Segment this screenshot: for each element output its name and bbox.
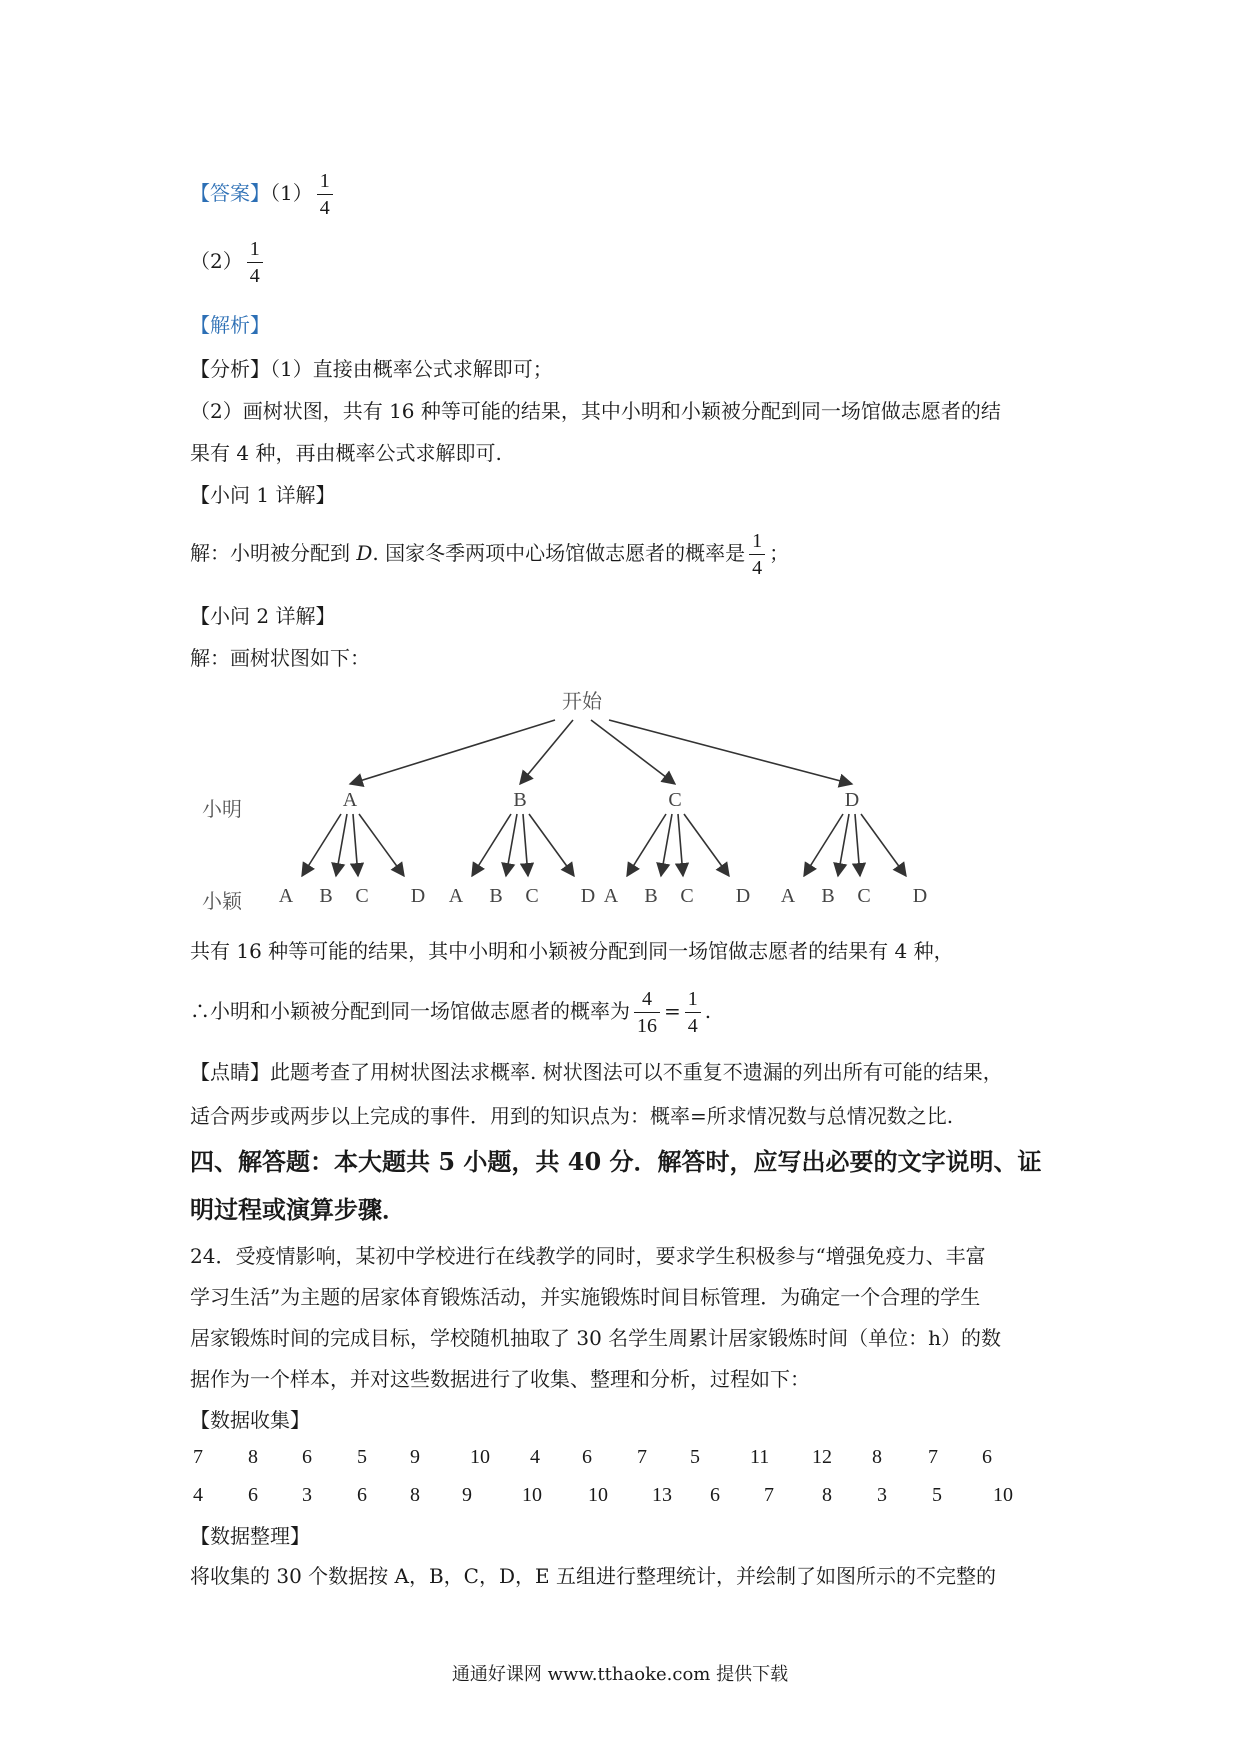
analysis-text-1: （1）直接由概率公式求解即可；	[270, 357, 553, 381]
tree-level2-node: B	[489, 885, 503, 907]
data-value: 9	[410, 1446, 420, 1468]
data-value: 10	[470, 1446, 490, 1468]
tree-level1-node: B	[513, 789, 527, 811]
tree-level2-node: B	[319, 885, 333, 907]
tree-level2-node: D	[912, 885, 928, 907]
dianjing-tag: 【点睛】	[190, 1060, 270, 1084]
data-value: 8	[410, 1484, 420, 1506]
tree-edge-leaf	[684, 814, 729, 876]
tree-level2-node: B	[821, 885, 835, 907]
tree-level2-node: B	[644, 885, 658, 907]
tree-edge-leaf	[336, 814, 347, 876]
data-value: 8	[872, 1446, 882, 1468]
tree-edge-root	[520, 720, 573, 784]
tree-level1-node: D	[844, 789, 860, 811]
tree-edge-leaf	[472, 814, 511, 876]
data-value: 3	[877, 1484, 887, 1506]
fraction-numerator: 1	[247, 236, 263, 263]
data-value: 11	[750, 1446, 770, 1468]
q1-fraction	[749, 528, 765, 581]
tree-root: 开始	[562, 691, 602, 713]
tree-edges	[302, 720, 906, 876]
q1-text-before: 解：小明被分配到	[190, 541, 357, 565]
tree-level1-node: C	[668, 789, 682, 811]
fraction-denominator: 4	[249, 265, 260, 287]
q2-probability-line	[190, 986, 711, 1039]
tree-edge-leaf	[302, 814, 341, 876]
fraction-denominator: 16	[637, 1015, 657, 1037]
data-value: 12	[812, 1446, 832, 1468]
data-value: 7	[764, 1484, 774, 1506]
problem24-line-1: 24．受疫情影响，某初中学校进行在线教学的同时，要求学生积极参与“增强免疫力、丰富	[190, 1244, 986, 1268]
q1-end: ；	[769, 541, 790, 565]
fraction-numerator: 4	[634, 986, 660, 1013]
data-value: 6	[248, 1484, 258, 1506]
data-value: 8	[822, 1484, 832, 1506]
section4-heading-line-2: 明过程或演算步骤．	[190, 1195, 406, 1224]
data-value: 6	[302, 1446, 312, 1468]
tree-edge-leaf	[359, 814, 404, 876]
tree-level2-node: C	[680, 885, 694, 907]
tree-edge-leaf	[506, 814, 517, 876]
fraction-numerator: 1	[749, 528, 765, 555]
data-organize-line: 将收集的 30 个数据按 A，B，C，D，E 五组进行整理统计，并绘制了如图所示的不完整的	[190, 1564, 996, 1588]
answer-tag: 【答案】	[190, 181, 270, 205]
data-value: 10	[522, 1484, 542, 1506]
answer-part1-label: （1）	[270, 181, 313, 205]
tree-edge-leaf	[529, 814, 574, 876]
data-value: 5	[690, 1446, 700, 1468]
data-value: 13	[652, 1484, 672, 1506]
q2-result-line: 共有 16 种等可能的结果，其中小明和小颖被分配到同一场馆做志愿者的结果有 4 种，	[190, 939, 954, 963]
q2-fraction-1	[634, 986, 660, 1039]
q2-fraction-2	[685, 986, 701, 1039]
tree-edge-leaf	[661, 814, 672, 876]
section4-heading-line-1: 四、解答题：本大题共 5 小题，共 40 分．解答时，应写出必要的文字说明、证	[190, 1147, 1042, 1176]
tree-level2-node: D	[410, 885, 426, 907]
data-value: 9	[462, 1484, 472, 1506]
q1-title: 【小问 1 详解】	[190, 483, 336, 507]
q1-text-after: . 国家冬季两项中心场馆做志愿者的概率是	[372, 541, 746, 565]
answer-part2-fraction	[247, 236, 263, 289]
data-value: 3	[302, 1484, 312, 1506]
tree-level2-node: A	[780, 885, 796, 907]
data-value: 6	[982, 1446, 992, 1468]
data-value: 7	[637, 1446, 647, 1468]
dianjing-line-2: 适合两步或两步以上完成的事件．用到的知识点为：概率=所求情况数与总情况数之比.	[190, 1104, 954, 1128]
answer-part2-label: （2）	[190, 249, 243, 273]
data-value: 6	[357, 1484, 367, 1506]
data-value: 10	[993, 1484, 1013, 1506]
jiexi-tag: 【解析】	[190, 313, 270, 337]
tree-level1-label: 小明	[202, 799, 242, 821]
data-row-2	[0, 1484, 1240, 1512]
tree-edge-leaf	[353, 814, 358, 876]
equals-sign: =	[664, 999, 681, 1023]
data-value: 4	[193, 1484, 203, 1506]
tree-level1-nodes	[343, 789, 859, 811]
tree-edge-leaf	[804, 814, 843, 876]
data-value: 7	[193, 1446, 203, 1468]
answer-part1-fraction	[317, 168, 333, 221]
tree-level2-node: D	[580, 885, 596, 907]
tree-level1-node: A	[342, 789, 358, 811]
data-value: 5	[932, 1484, 942, 1506]
fraction-denominator: 4	[687, 1015, 698, 1037]
analysis-line-2: （2）画树状图，共有 16 种等可能的结果，其中小明和小颖被分配到同一场馆做志愿者的结	[190, 399, 1001, 423]
data-value: 5	[357, 1446, 367, 1468]
tree-level2-node: A	[448, 885, 464, 907]
data-value: 8	[248, 1446, 258, 1468]
data-value: 4	[530, 1446, 540, 1468]
data-value: 7	[928, 1446, 938, 1468]
tree-level2-node: A	[278, 885, 294, 907]
answer-line-2	[190, 236, 267, 289]
analysis-line-1	[190, 355, 553, 383]
tree-level2-node: C	[355, 885, 369, 907]
fraction-denominator: 4	[319, 197, 330, 219]
problem24-line-4: 据作为一个样本，并对这些数据进行了收集、整理和分析，过程如下：	[190, 1367, 810, 1391]
tree-edge-leaf	[855, 814, 860, 876]
data-row-1	[0, 1446, 1240, 1474]
tree-diagram	[0, 680, 1240, 920]
dianjing-line-1	[190, 1058, 1003, 1086]
problem24-line-2: 学习生活”为主题的居家体育锻炼活动，并实施锻炼时间目标管理．为确定一个合理的学生	[190, 1285, 981, 1309]
analysis-tag: 【分析】	[190, 357, 270, 381]
footer-download-note: 通通好课网 www.tthaoke.com 提供下载	[451, 1664, 789, 1685]
dianjing-text-1: 此题考查了用树状图法求概率. 树状图法可以不重复不遗漏的列出所有可能的结果，	[270, 1060, 1003, 1084]
tree-edge-leaf	[523, 814, 528, 876]
data-value: 10	[588, 1484, 608, 1506]
fraction-numerator: 1	[317, 168, 333, 195]
tree-level2-node: D	[735, 885, 751, 907]
answer-line-1	[190, 168, 337, 221]
tree-edge-leaf	[861, 814, 906, 876]
tree-level2-nodes	[279, 885, 927, 907]
tree-edge-root	[350, 720, 555, 784]
tree-edge-leaf	[627, 814, 666, 876]
tree-level2-label: 小颖	[202, 891, 242, 913]
fraction-denominator: 4	[752, 557, 763, 579]
q2-end: .	[704, 999, 712, 1023]
fraction-numerator: 1	[685, 986, 701, 1013]
tree-level2-node: C	[525, 885, 539, 907]
tree-level2-node: C	[857, 885, 871, 907]
tree-edge-leaf	[838, 814, 849, 876]
tree-edge-root	[591, 720, 675, 784]
tree-level2-node: A	[603, 885, 619, 907]
data-collect-tag: 【数据收集】	[190, 1408, 310, 1432]
problem24-line-3: 居家锻炼时间的完成目标，学校随机抽取了 30 名学生周累计居家锻炼时间（单位：h）的数	[190, 1326, 1002, 1350]
q2-prob-text: ∴小明和小颖被分配到同一场馆做志愿者的概率为	[190, 999, 630, 1023]
data-organize-tag: 【数据整理】	[190, 1524, 310, 1548]
q1-variable-d: D	[356, 541, 373, 565]
tree-edge-leaf	[678, 814, 683, 876]
q1-solution	[190, 528, 789, 581]
q2-intro: 解：画树状图如下：	[190, 646, 370, 670]
tree-edge-root	[609, 720, 852, 784]
data-value: 6	[582, 1446, 592, 1468]
data-value: 6	[710, 1484, 720, 1506]
analysis-line-3: 果有 4 种，再由概率公式求解即可.	[190, 441, 502, 465]
q2-title: 【小问 2 详解】	[190, 604, 336, 628]
